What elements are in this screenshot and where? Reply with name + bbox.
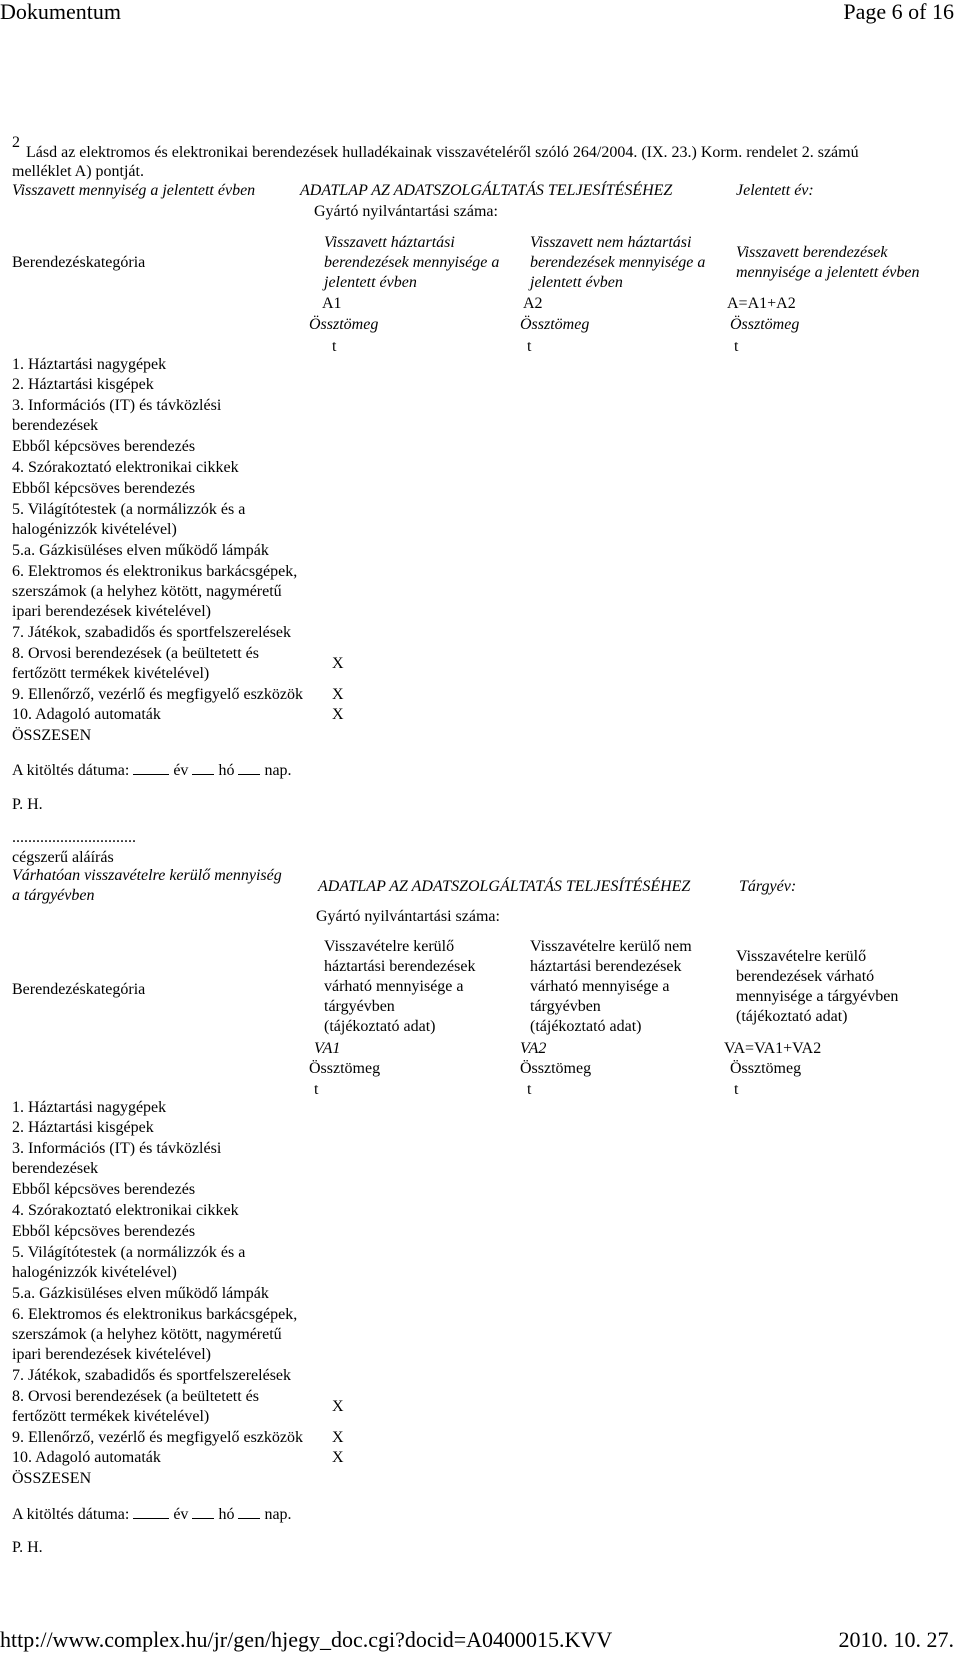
s1-unit-1: t (332, 338, 337, 355)
s1-total-1: Össztömeg (309, 316, 379, 333)
s2-code-va2: VA2 (520, 1040, 547, 1057)
s1-code-a: A=A1+A2 (727, 295, 796, 312)
s2-x-mark-10: X (332, 1449, 344, 1466)
s1-cat-9: 9. Ellenőrző, vezérlő és megfigyelő eszközök (12, 686, 303, 703)
s2-cat-7: 7. Játékok, szabadidős és sportfelszerelések (12, 1367, 292, 1384)
s1-cat-3: 3. Információs (IT) és távközlési (12, 397, 222, 414)
s2-cat-6: 6. Elektromos és elektronikus barkácsgépek, (12, 1306, 298, 1323)
s1-x-mark-10: X (332, 706, 344, 723)
s1-date-line (12, 760, 292, 781)
s2-cat-3: 3. Információs (IT) és távközlési (12, 1140, 222, 1157)
s2-form-title: ADATLAP AZ ADATSZOLGÁLTATÁS TELJESÍTÉSÉHEZ (318, 878, 691, 895)
s1-category-header: Berendezéskategória (12, 254, 146, 271)
s1-col2-header-2: berendezések mennyisége a (530, 254, 706, 271)
s2-unit-1: t (314, 1081, 319, 1098)
s1-signature-dots: ............................... (12, 829, 136, 846)
s1-date-year: év (173, 762, 189, 779)
s2-col2-header-5: (tájékoztató adat) (530, 1018, 642, 1035)
s2-col2-header-3: várható mennyisége a (530, 978, 670, 995)
s2-cat-9: 9. Ellenőrző, vezérlő és megfigyelő eszközök (12, 1429, 303, 1446)
s1-cat-4-sub: Ebből képcsöves berendezés (12, 480, 196, 497)
s2-col2-header-1: Visszavételre kerülő nem (530, 938, 692, 955)
s2-code-va: VA=VA1+VA2 (724, 1040, 822, 1057)
s2-cat-2: 2. Háztartási kisgépek (12, 1119, 154, 1136)
s2-registry: Gyártó nyilvántartási száma: (316, 908, 500, 925)
s2-x-mark-8: X (332, 1398, 344, 1415)
s2-cat-8: 8. Orvosi berendezések (a beültetett és (12, 1388, 260, 1405)
s2-cat-4: 4. Szórakoztató elektronikai cikkek (12, 1202, 239, 1219)
s2-col3-header-2: berendezések várható (736, 968, 875, 985)
s1-cat-10: 10. Adagoló automaták (12, 706, 161, 723)
s1-ph: P. H. (12, 796, 43, 813)
s1-cat-5: 5. Világítótestek (a normálizzók és a (12, 501, 246, 518)
footer-url[interactable]: http://www.complex.hu/jr/gen/hjegy_doc.cgi?docid=A0400015.KVV (0, 1627, 613, 1652)
s2-date-label: A kitöltés dátuma: (12, 1506, 130, 1523)
s1-code-a2: A2 (523, 295, 543, 312)
s1-cat-3b: berendezések (12, 417, 99, 434)
s1-date-day-blank[interactable] (238, 760, 260, 775)
s2-col1-header-5: (tájékoztató adat) (324, 1018, 436, 1035)
s1-col2-header-1: Visszavett nem háztartási (530, 234, 692, 251)
s2-total-3: Össztömeg (730, 1060, 802, 1077)
s1-cat-6c: ipari berendezések kivételével) (12, 603, 211, 620)
s1-date-year-blank[interactable] (133, 760, 169, 775)
s2-col2-header-2: háztartási berendezések (530, 958, 682, 975)
s2-cat-total: ÖSSZESEN (12, 1470, 92, 1487)
footnote-line-1: Lásd az elektromos és elektronikai berendezések hulladékainak visszavételéről szóló 264/2004. (IX. 23.) Korm. rendelet 2. számú (26, 144, 859, 161)
s2-cat-6b: szerszámok (a helyhez kötött, nagyméretű (12, 1326, 282, 1343)
s2-cat-5b: halogénizzók kivételével) (12, 1264, 177, 1281)
s1-cat-2: 2. Háztartási kisgépek (12, 376, 154, 393)
s1-col1-header-2: berendezések mennyisége a (324, 254, 500, 271)
footnote-line-2: melléklet A) pontját. (12, 163, 144, 180)
s1-cat-8b: fertőzött termékek kivételével) (12, 665, 210, 682)
s1-cat-5b: halogénizzók kivételével) (12, 521, 177, 538)
s2-category-header: Berendezéskategória (12, 981, 146, 998)
s2-x-mark-9: X (332, 1429, 344, 1446)
s2-cat-6c: ipari berendezések kivételével) (12, 1346, 211, 1363)
s1-date-month: hó (218, 762, 235, 779)
s2-cat-4-sub: Ebből képcsöves berendezés (12, 1223, 196, 1240)
s2-unit-2: t (527, 1081, 532, 1098)
s2-date-year-blank[interactable] (133, 1504, 169, 1519)
s2-col3-header-3: mennyisége a tárgyévben (736, 988, 899, 1005)
s1-col1-header-3: jelentett évben (324, 274, 417, 291)
s1-registry: Gyártó nyilvántartási száma: (314, 203, 498, 220)
s2-cat-5a: 5.a. Gázkisüléses elven működő lámpák (12, 1285, 269, 1302)
s2-cat-1: 1. Háztartási nagygépek (12, 1099, 167, 1116)
s2-cat-3-sub: Ebből képcsöves berendezés (12, 1181, 196, 1198)
s2-date-month-blank[interactable] (192, 1504, 214, 1519)
s2-col1-header-4: tárgyévben (324, 998, 395, 1015)
s2-col1-header-1: Visszavételre kerülő (324, 938, 455, 955)
s1-cat-5a: 5.a. Gázkisüléses elven működő lámpák (12, 542, 269, 559)
s1-cat-6: 6. Elektromos és elektronikus barkácsgépek, (12, 563, 298, 580)
s1-signature-label: cégszerű aláírás (12, 849, 114, 866)
s1-cat-total: ÖSSZESEN (12, 727, 92, 744)
s2-col1-header-3: várható mennyisége a (324, 978, 464, 995)
s1-left-title: Visszavett mennyiség a jelentett évben (12, 182, 256, 199)
s2-date-day: nap. (264, 1506, 292, 1523)
s1-form-title: ADATLAP AZ ADATSZOLGÁLTATÁS TELJESÍTÉSÉHEZ (300, 182, 673, 199)
footnote-number: 2 (12, 134, 20, 151)
s2-code-va1: VA1 (314, 1040, 341, 1057)
s1-cat-3-sub: Ebből képcsöves berendezés (12, 438, 196, 455)
s1-col3-header-1: Visszavett berendezések (736, 244, 888, 261)
s2-unit-3: t (734, 1081, 739, 1098)
s1-cat-1: 1. Háztartási nagygépek (12, 356, 167, 373)
doc-header-title: Dokumentum (0, 0, 121, 24)
s2-date-month: hó (218, 1506, 235, 1523)
s2-cat-5: 5. Világítótestek (a normálizzók és a (12, 1244, 246, 1261)
s1-date-day: nap. (264, 762, 292, 779)
s1-code-a1: A1 (322, 295, 342, 312)
s1-unit-3: t (734, 338, 739, 355)
s1-total-3: Össztömeg (730, 316, 800, 333)
s1-cat-7: 7. Játékok, szabadidős és sportfelszerelések (12, 624, 292, 641)
s2-left-title-1: Várhatóan visszavételre kerülő mennyiség (12, 867, 282, 884)
s1-x-mark-9: X (332, 686, 344, 703)
s1-cat-8: 8. Orvosi berendezések (a beültetett és (12, 645, 260, 662)
s1-col1-header-1: Visszavett háztartási (324, 234, 455, 251)
s1-col2-header-3: jelentett évben (530, 274, 623, 291)
s2-col1-header-2: háztartási berendezések (324, 958, 476, 975)
s1-total-2: Össztömeg (520, 316, 590, 333)
s1-period-label: Jelentett év: (736, 182, 814, 199)
s2-date-day-blank[interactable] (238, 1504, 260, 1519)
s2-col2-header-4: tárgyévben (530, 998, 601, 1015)
s2-col3-header-4: (tájékoztató adat) (736, 1008, 848, 1025)
s2-total-2: Össztömeg (520, 1060, 592, 1077)
s2-total-1: Össztömeg (309, 1060, 381, 1077)
s2-ph: P. H. (12, 1539, 43, 1556)
s1-cat-6b: szerszámok (a helyhez kötött, nagyméretű (12, 583, 282, 600)
s1-unit-2: t (527, 338, 532, 355)
s2-cat-8b: fertőzött termékek kivételével) (12, 1408, 210, 1425)
s1-date-month-blank[interactable] (192, 760, 214, 775)
s2-date-year: év (173, 1506, 189, 1523)
footer-date: 2010. 10. 27. (838, 1627, 954, 1652)
s2-cat-10: 10. Adagoló automaták (12, 1449, 161, 1466)
s2-period-label: Tárgyév: (739, 878, 797, 895)
s1-date-label: A kitöltés dátuma: (12, 762, 130, 779)
s2-cat-3b: berendezések (12, 1160, 99, 1177)
s1-cat-4: 4. Szórakoztató elektronikai cikkek (12, 459, 239, 476)
s1-x-mark-8: X (332, 655, 344, 672)
s2-date-line (12, 1504, 292, 1525)
s2-col3-header-1: Visszavételre kerülő (736, 948, 867, 965)
s2-left-title-2: a tárgyévben (12, 887, 95, 904)
doc-header-page: Page 6 of 16 (843, 0, 954, 24)
s1-col3-header-2: mennyisége a jelentett évben (736, 264, 920, 281)
